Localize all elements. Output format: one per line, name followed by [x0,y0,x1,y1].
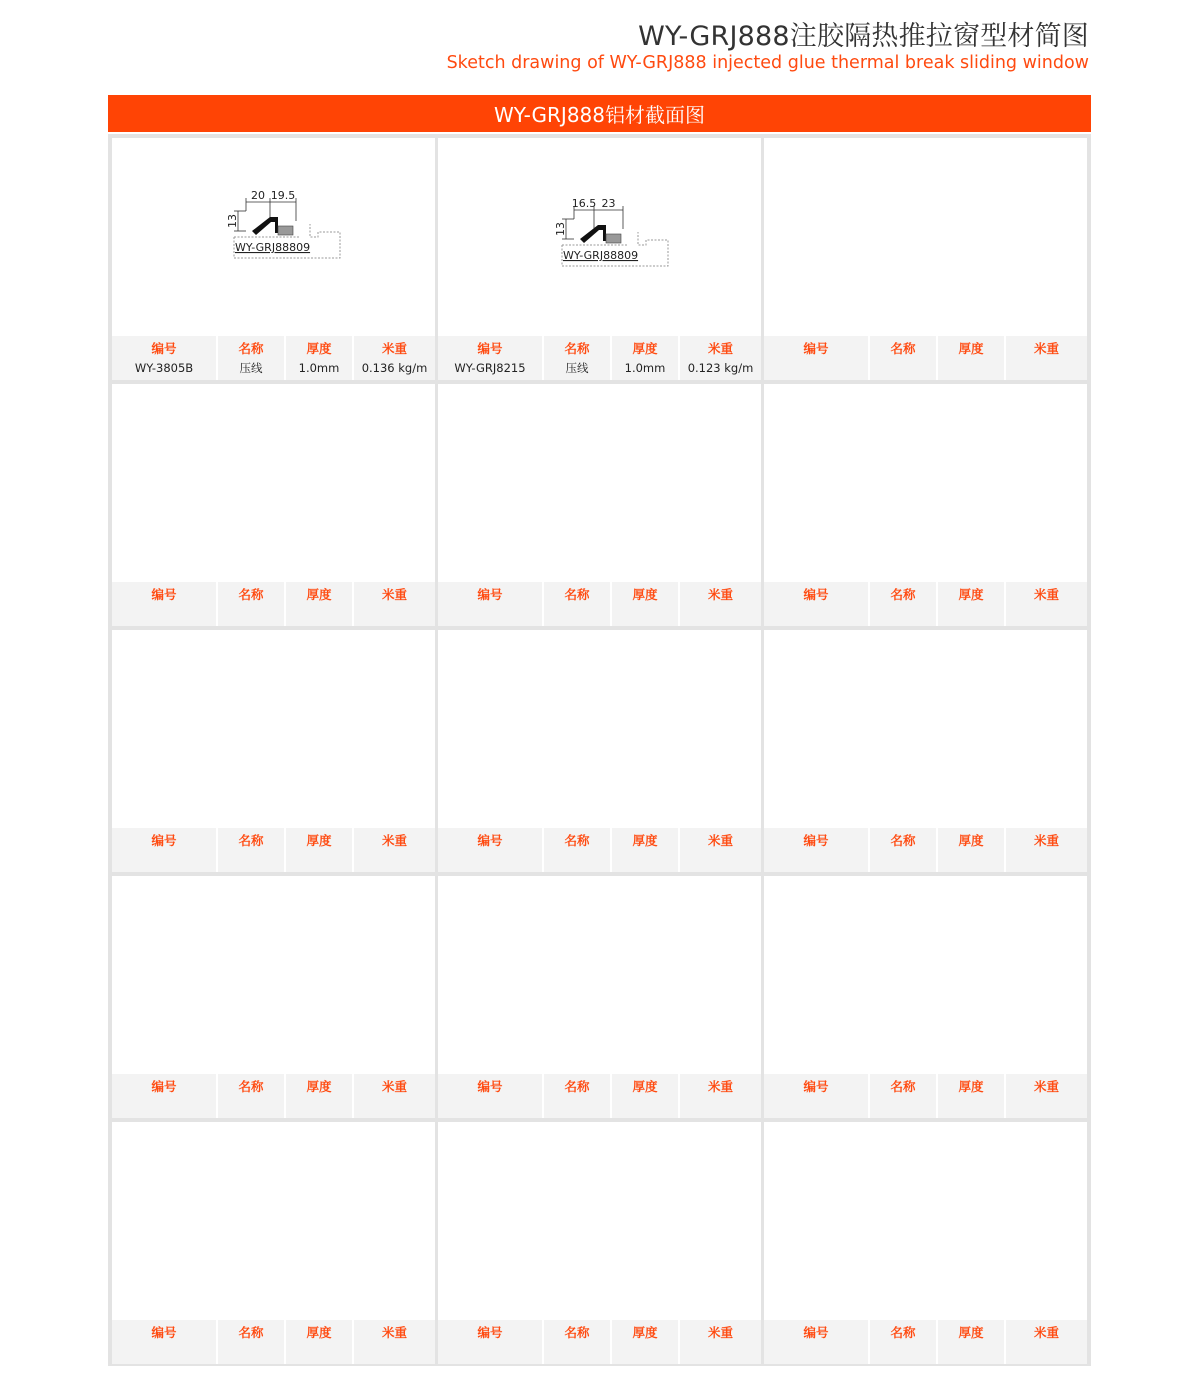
spec-column-weight [678,1320,761,1364]
spec-header-weight: 米重 [381,1325,407,1340]
dimension-h-label: 13 [554,222,567,236]
spec-header-code: 编号 [151,833,177,848]
profile-thickness-value [938,1340,1004,1345]
spec-header-code: 编号 [151,341,177,356]
profile-name-value [870,848,936,853]
spec-column-code [438,582,542,626]
gasket-shape [278,226,293,235]
spec-header-name: 名称 [890,833,916,848]
profile-code-value [112,848,216,853]
profile-code-value [438,602,542,607]
spec-header-weight: 米重 [1033,1079,1059,1094]
spec-header-name: 名称 [238,587,264,602]
profile-card [764,1122,1087,1364]
profile-card [764,384,1087,626]
profile-name-value [870,356,936,361]
profile-thickness-value [938,602,1004,607]
spec-column-weight [678,336,761,380]
spec-column-weight [352,828,435,872]
spec-header-weight: 米重 [707,341,733,356]
spec-header-code: 编号 [151,1325,177,1340]
page-subtitle: Sketch drawing of WY-GRJ888 injected glue thermal break sliding window [446,53,1089,73]
profile-drawing-area [764,1122,1087,1318]
page-title: WY-GRJ888注胶隔热推拉窗型材简图 [638,21,1089,52]
spec-header-thickness: 厚度 [632,1079,658,1094]
spec-column-name [216,336,284,380]
dimension-h-label: 13 [226,214,239,228]
dimension-a-label: 20 [251,189,265,202]
profile-code-value [764,356,868,361]
spec-header-weight: 米重 [1033,587,1059,602]
profile-weight-value: 0.123 kg/m [687,361,754,375]
spec-header-name: 名称 [564,1079,590,1094]
profile-card [438,630,761,872]
profile-weight-value: 0.136 kg/m [361,361,428,375]
profile-card [438,1122,761,1364]
spec-header-thickness: 厚度 [958,587,984,602]
profile-drawing-area [764,630,1087,826]
spec-header-code: 编号 [803,833,829,848]
spec-header-thickness: 厚度 [306,833,332,848]
spec-column-thickness [284,828,352,872]
profile-code-value [112,602,216,607]
spec-column-thickness [284,336,352,380]
spec-column-thickness [610,828,678,872]
spec-table [764,1074,1087,1118]
spec-column-thickness [936,336,1004,380]
spec-column-code [438,1074,542,1118]
profile-thickness-value: 1.0mm [298,361,340,375]
spec-table [112,1074,435,1118]
spec-table [112,828,435,872]
profile-drawing-area [438,138,761,334]
spec-table [112,336,435,380]
profile-thickness-value [612,1340,678,1345]
spec-column-weight [678,582,761,626]
spec-table [112,582,435,626]
spec-column-code [112,1074,216,1118]
dimension-b-label: 23 [601,197,616,210]
spec-column-name [868,582,936,626]
spec-column-thickness [610,336,678,380]
profile-drawing-area [438,630,761,826]
spec-column-code [438,336,542,380]
spec-table [112,1320,435,1364]
spec-column-thickness [936,1320,1004,1364]
profile-thickness-value [938,356,1004,361]
spec-column-name [542,828,610,872]
profile-name-value [544,848,610,853]
profile-drawing-area [764,384,1087,580]
spec-column-code [764,1320,868,1364]
gasket-shape [606,234,621,243]
spec-table [438,582,761,626]
profile-card [764,138,1087,380]
profile-weight-value [1006,1094,1087,1099]
spec-header-thickness: 厚度 [306,341,332,356]
spec-column-name [216,582,284,626]
spec-header-thickness: 厚度 [306,587,332,602]
spec-header-name: 名称 [890,587,916,602]
spec-header-weight: 米重 [381,341,407,356]
profile-thickness-value [286,602,352,607]
spec-header-weight: 米重 [1033,1325,1059,1340]
profile-code-value [764,848,868,853]
spec-header-weight: 米重 [707,1079,733,1094]
spec-column-name [542,1320,610,1364]
spec-column-thickness [936,582,1004,626]
spec-header-code: 编号 [803,341,829,356]
spec-header-code: 编号 [477,341,503,356]
spec-header-code: 编号 [803,1079,829,1094]
spec-column-thickness [284,582,352,626]
profile-thickness-value [612,848,678,853]
profile-name-value [218,848,284,853]
spec-column-weight [352,336,435,380]
spec-header-weight: 米重 [1033,341,1059,356]
spec-header-thickness: 厚度 [632,833,658,848]
spec-header-name: 名称 [238,341,264,356]
profile-card [112,1122,435,1364]
spec-column-thickness [610,1074,678,1118]
spec-column-code [438,1320,542,1364]
profile-code-label: WY-GRJ88809 [235,241,311,254]
spec-header-name: 名称 [890,1079,916,1094]
profile-card [112,630,435,872]
spec-column-name [868,1320,936,1364]
spec-header-name: 名称 [564,341,590,356]
spec-column-code [764,828,868,872]
spec-column-code [112,828,216,872]
spec-header-weight: 米重 [1033,833,1059,848]
profile-weight-value [680,848,761,853]
profile-thickness-value [612,602,678,607]
profile-code-value [438,848,542,853]
spec-column-name [868,1074,936,1118]
profile-weight-value [680,602,761,607]
spec-column-code [764,1074,868,1118]
spec-column-weight [1004,336,1087,380]
profile-grid [108,134,1091,1366]
profile-weight-value [680,1094,761,1099]
spec-header-weight: 米重 [381,587,407,602]
profile-code-value: WY-3805B [134,361,194,375]
dimension-a-label: 16.5 [571,197,597,210]
profile-weight-value [354,1340,435,1345]
spec-column-code [112,1320,216,1364]
profile-thickness-value [938,1094,1004,1099]
profile-card [112,384,435,626]
spec-column-code [764,582,868,626]
spec-column-code [438,828,542,872]
profile-drawing-area [112,876,435,1072]
profile-drawing-area [438,876,761,1072]
spec-table [438,336,761,380]
profile-weight-value [1006,1340,1087,1345]
profile-name-value: 压线 [565,361,589,375]
spec-header-code: 编号 [803,587,829,602]
spec-column-thickness [936,1074,1004,1118]
spec-table [438,1320,761,1364]
spec-header-code: 编号 [151,587,177,602]
dimension-b-label: 19.5 [270,189,296,202]
profile-name-value [218,602,284,607]
profile-card [112,876,435,1118]
spec-column-weight [352,1320,435,1364]
spec-column-weight [678,828,761,872]
spec-header-weight: 米重 [707,1325,733,1340]
profile-drawing-area [112,384,435,580]
profile-code-value [112,1094,216,1099]
spec-column-weight [352,582,435,626]
profile-drawing-area [112,138,435,334]
profile-card [438,138,761,380]
spec-column-name [542,336,610,380]
profile-drawing-area [438,1122,761,1318]
spec-header-code: 编号 [477,1325,503,1340]
spec-header-thickness: 厚度 [958,1325,984,1340]
profile-name-value [870,1094,936,1099]
spec-column-code [112,336,216,380]
profile-weight-value [1006,848,1087,853]
spec-header-name: 名称 [238,1325,264,1340]
spec-header-name: 名称 [890,341,916,356]
profile-thickness-value [286,1340,352,1345]
spec-table [764,336,1087,380]
profile-card [438,384,761,626]
profile-thickness-value [612,1094,678,1099]
spec-table [438,1074,761,1118]
spec-header-thickness: 厚度 [306,1325,332,1340]
profile-weight-value [1006,602,1087,607]
profile-drawing-area [764,138,1087,334]
profile-name-value: 压线 [239,361,263,375]
spec-column-name [542,582,610,626]
spec-header-thickness: 厚度 [958,1079,984,1094]
profile-name-value [218,1340,284,1345]
spec-column-thickness [610,582,678,626]
profile-section-drawing [438,138,761,334]
profile-weight-value [354,602,435,607]
spec-column-weight [678,1074,761,1118]
spec-header-thickness: 厚度 [958,341,984,356]
profile-card [764,630,1087,872]
spec-column-name [868,336,936,380]
profile-card [764,876,1087,1118]
profile-code-value [764,602,868,607]
spec-header-code: 编号 [151,1079,177,1094]
spec-table [438,828,761,872]
spec-column-thickness [284,1074,352,1118]
profile-weight-value [1006,356,1087,361]
spec-column-thickness [610,1320,678,1364]
section-header: WY-GRJ888铝材截面图 [108,95,1091,132]
profile-code-value [438,1094,542,1099]
profile-drawing-area [438,384,761,580]
profile-card [112,138,435,380]
spec-header-thickness: 厚度 [632,587,658,602]
spec-header-name: 名称 [238,833,264,848]
spec-header-weight: 米重 [707,833,733,848]
spec-column-thickness [284,1320,352,1364]
spec-header-code: 编号 [477,1079,503,1094]
profile-pressing-line-shape [252,217,278,235]
spec-header-weight: 米重 [381,833,407,848]
profile-thickness-value: 1.0mm [624,361,666,375]
profile-name-value [870,602,936,607]
spec-table [764,1320,1087,1364]
profile-thickness-value [286,1094,352,1099]
profile-drawing-area [112,630,435,826]
spec-column-name [216,1320,284,1364]
spec-header-code: 编号 [477,833,503,848]
profile-name-value [218,1094,284,1099]
profile-code-value [764,1094,868,1099]
spec-column-weight [1004,1320,1087,1364]
spec-header-weight: 米重 [707,587,733,602]
profile-name-value [544,1094,610,1099]
profile-thickness-value [286,848,352,853]
profile-code-label: WY-GRJ88809 [563,249,639,262]
profile-code-value [764,1340,868,1345]
profile-code-value [438,1340,542,1345]
profile-drawing-area [112,1122,435,1318]
spec-header-name: 名称 [890,1325,916,1340]
spec-header-weight: 米重 [381,1079,407,1094]
spec-header-name: 名称 [564,587,590,602]
spec-header-thickness: 厚度 [958,833,984,848]
spec-header-name: 名称 [564,833,590,848]
profile-section-drawing [112,138,435,334]
profile-name-value [544,1340,610,1345]
spec-column-weight [1004,828,1087,872]
spec-column-thickness [936,828,1004,872]
spec-column-name [216,828,284,872]
spec-header-thickness: 厚度 [306,1079,332,1094]
spec-column-name [542,1074,610,1118]
spec-header-thickness: 厚度 [632,1325,658,1340]
spec-table [764,828,1087,872]
profile-code-value [112,1340,216,1345]
spec-column-code [764,336,868,380]
spec-column-name [868,828,936,872]
spec-column-code [112,582,216,626]
spec-column-weight [352,1074,435,1118]
profile-weight-value [354,1094,435,1099]
profile-card [438,876,761,1118]
profile-name-value [870,1340,936,1345]
profile-weight-value [680,1340,761,1345]
profile-drawing-area [764,876,1087,1072]
profile-pressing-line-shape [580,225,606,243]
spec-column-name [216,1074,284,1118]
spec-column-weight [1004,1074,1087,1118]
spec-table [764,582,1087,626]
spec-header-code: 编号 [803,1325,829,1340]
profile-weight-value [354,848,435,853]
profile-thickness-value [938,848,1004,853]
spec-header-name: 名称 [238,1079,264,1094]
profile-name-value [544,602,610,607]
spec-column-weight [1004,582,1087,626]
spec-header-thickness: 厚度 [632,341,658,356]
spec-header-code: 编号 [477,587,503,602]
profile-code-value: WY-GRJ8215 [454,361,526,375]
spec-header-name: 名称 [564,1325,590,1340]
